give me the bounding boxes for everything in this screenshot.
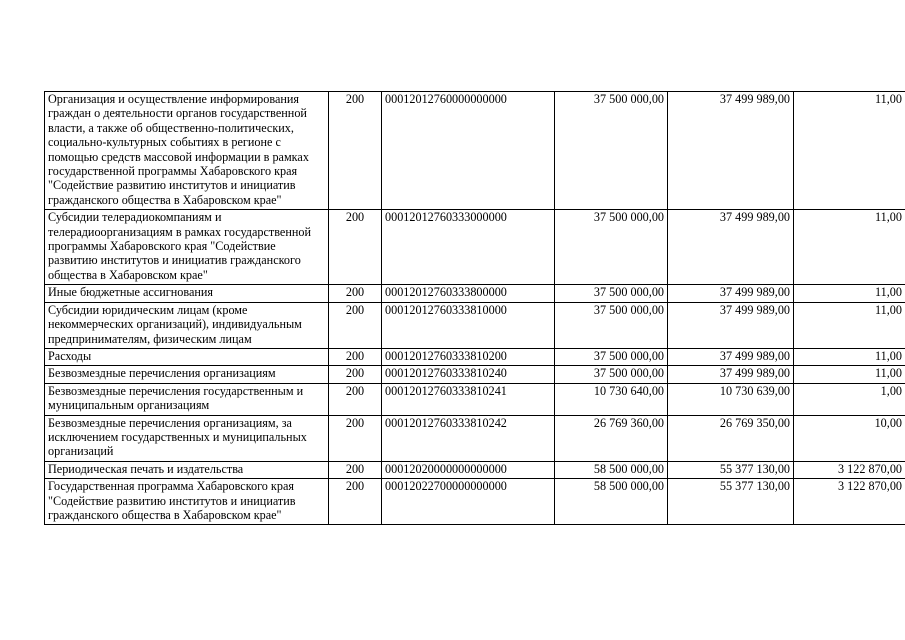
approved-amount-cell: 37 500 000,00 [555,348,668,365]
budget-classification-code-cell: 00012012760333810200 [382,348,555,365]
admin-code-cell: 200 [329,285,382,302]
budget-classification-code-cell: 00012012760333800000 [382,285,555,302]
unexecuted-amount-cell: 3 122 870,00 [794,479,905,525]
budget-classification-code-cell: 00012012760333810241 [382,383,555,415]
table-row [45,479,905,525]
unexecuted-amount-cell: 11,00 [794,92,905,210]
expense-name-cell: Субсидии телерадиокомпаниям и телерадиоорганизациям в рамках государственной программы Хабаровского края "Содействие развитию институтов и инициатив гражданского общества в Хабаровском крае" [45,210,329,285]
admin-code-cell: 200 [329,461,382,478]
executed-amount-cell: 37 499 989,00 [668,210,794,285]
table-row [45,461,905,478]
executed-amount-cell: 10 730 639,00 [668,383,794,415]
budget-classification-code-cell: 00012012760333810242 [382,415,555,461]
budget-execution-table [44,91,905,525]
expense-name-cell: Организация и осуществление информирования граждан о деятельности органов государственной власти, а также об общественно-политических, социально-культурных событиях в регионе с помощью средств массовой информации в рамках государственной программы Хабаровского края "Содействие развитию институтов и инициатив гражданского общества в Хабаровском крае" [45,92,329,210]
executed-amount-cell: 37 499 989,00 [668,92,794,210]
approved-amount-cell: 10 730 640,00 [555,383,668,415]
expense-name-cell: Субсидии юридическим лицам (кроме некоммерческих организаций), индивидуальным предпринимателям, физическим лицам [45,302,329,348]
table-row [45,366,905,383]
budget-classification-code-cell: 00012020000000000000 [382,461,555,478]
unexecuted-amount-cell: 11,00 [794,366,905,383]
table-row [45,383,905,415]
unexecuted-amount-cell: 10,00 [794,415,905,461]
unexecuted-amount-cell: 1,00 [794,383,905,415]
approved-amount-cell: 26 769 360,00 [555,415,668,461]
budget-classification-code-cell: 00012012760333810240 [382,366,555,383]
admin-code-cell: 200 [329,302,382,348]
table-body [45,92,905,525]
admin-code-cell: 200 [329,92,382,210]
approved-amount-cell: 37 500 000,00 [555,92,668,210]
budget-classification-code-cell: 00012022700000000000 [382,479,555,525]
expense-name-cell: Иные бюджетные ассигнования [45,285,329,302]
approved-amount-cell: 58 500 000,00 [555,461,668,478]
table-row [45,210,905,285]
admin-code-cell: 200 [329,348,382,365]
unexecuted-amount-cell: 11,00 [794,302,905,348]
budget-classification-code-cell: 00012012760333000000 [382,210,555,285]
approved-amount-cell: 37 500 000,00 [555,366,668,383]
table-row [45,285,905,302]
expense-name-cell: Расходы [45,348,329,365]
unexecuted-amount-cell: 11,00 [794,348,905,365]
executed-amount-cell: 26 769 350,00 [668,415,794,461]
approved-amount-cell: 58 500 000,00 [555,479,668,525]
budget-classification-code-cell: 00012012760000000000 [382,92,555,210]
executed-amount-cell: 55 377 130,00 [668,461,794,478]
table-row [45,92,905,210]
executed-amount-cell: 55 377 130,00 [668,479,794,525]
admin-code-cell: 200 [329,415,382,461]
admin-code-cell: 200 [329,479,382,525]
table-row [45,415,905,461]
expense-name-cell: Безвозмездные перечисления государственным и муниципальным организациям [45,383,329,415]
executed-amount-cell: 37 499 989,00 [668,366,794,383]
approved-amount-cell: 37 500 000,00 [555,302,668,348]
executed-amount-cell: 37 499 989,00 [668,302,794,348]
approved-amount-cell: 37 500 000,00 [555,210,668,285]
executed-amount-cell: 37 499 989,00 [668,285,794,302]
unexecuted-amount-cell: 11,00 [794,210,905,285]
expense-name-cell: Периодическая печать и издательства [45,461,329,478]
table-row [45,302,905,348]
admin-code-cell: 200 [329,383,382,415]
admin-code-cell: 200 [329,366,382,383]
expense-name-cell: Государственная программа Хабаровского края "Содействие развитию институтов и инициатив гражданского общества в Хабаровском крае" [45,479,329,525]
expense-name-cell: Безвозмездные перечисления организациям [45,366,329,383]
budget-classification-code-cell: 00012012760333810000 [382,302,555,348]
unexecuted-amount-cell: 11,00 [794,285,905,302]
expense-name-cell: Безвозмездные перечисления организациям, за исключением государственных и муниципальных организаций [45,415,329,461]
unexecuted-amount-cell: 3 122 870,00 [794,461,905,478]
admin-code-cell: 200 [329,210,382,285]
executed-amount-cell: 37 499 989,00 [668,348,794,365]
table-row [45,348,905,365]
approved-amount-cell: 37 500 000,00 [555,285,668,302]
